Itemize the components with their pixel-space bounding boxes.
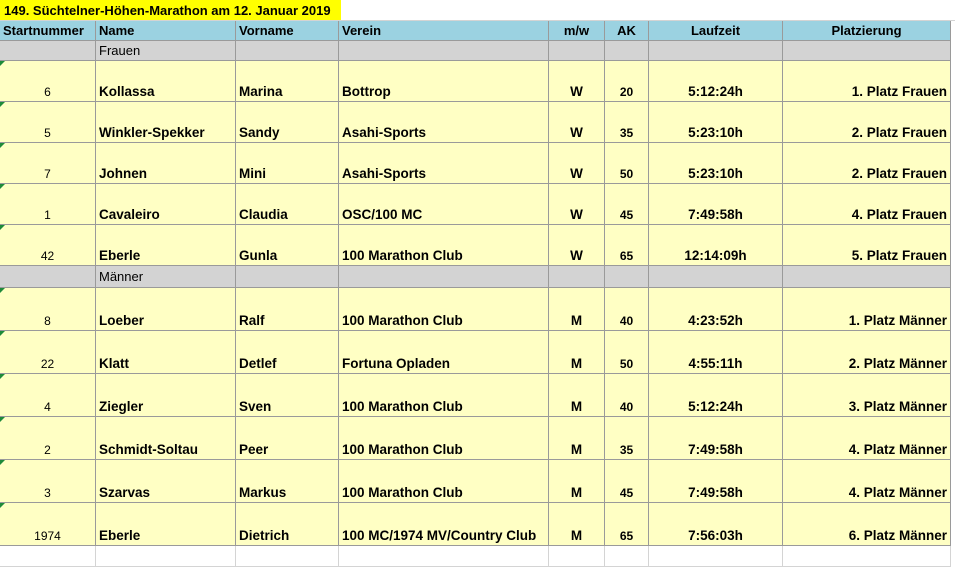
empty-cell[interactable] (236, 546, 339, 567)
empty-cell[interactable] (651, 0, 785, 21)
ak-cell[interactable]: 65 (605, 503, 649, 546)
group-cell[interactable] (605, 266, 649, 288)
mw-cell[interactable]: M (549, 288, 605, 331)
empty-cell[interactable] (785, 0, 955, 21)
mw-cell[interactable]: M (549, 331, 605, 374)
ak-cell[interactable]: 40 (605, 374, 649, 417)
laufzeit-cell[interactable]: 12:14:09h (649, 225, 783, 266)
empty-cell[interactable] (607, 0, 651, 21)
table-row (0, 184, 955, 225)
mw-cell[interactable]: M (549, 460, 605, 503)
startnummer-cell[interactable]: 4 (0, 374, 96, 417)
verein-cell[interactable]: 100 Marathon Club (339, 417, 549, 460)
platzierung-cell[interactable]: 3. Platz Männer (783, 374, 951, 417)
verein-cell[interactable]: Fortuna Opladen (339, 331, 549, 374)
ak-cell[interactable]: 45 (605, 184, 649, 225)
platzierung-cell[interactable]: 1. Platz Männer (783, 288, 951, 331)
empty-cell[interactable] (341, 0, 551, 21)
laufzeit-cell[interactable]: 5:23:10h (649, 143, 783, 184)
table-row (0, 143, 955, 184)
laufzeit-cell[interactable]: 7:49:58h (649, 184, 783, 225)
laufzeit-cell[interactable]: 5:12:24h (649, 61, 783, 102)
mw-cell[interactable]: M (549, 374, 605, 417)
vorname-cell[interactable]: Markus (236, 460, 339, 503)
verein-cell[interactable]: 100 Marathon Club (339, 225, 549, 266)
ak-cell[interactable]: 50 (605, 143, 649, 184)
laufzeit-cell[interactable]: 4:55:11h (649, 331, 783, 374)
ak-cell[interactable]: 45 (605, 460, 649, 503)
table-row (0, 225, 955, 266)
table-row (0, 503, 955, 546)
verein-cell[interactable]: 100 Marathon Club (339, 374, 549, 417)
platzierung-cell[interactable]: 4. Platz Frauen (783, 184, 951, 225)
startnummer-cell[interactable]: 42 (0, 225, 96, 266)
name-cell[interactable]: Cavaleiro (96, 184, 236, 225)
col-header-ak[interactable]: AK (605, 21, 649, 41)
startnummer-cell[interactable]: 8 (0, 288, 96, 331)
laufzeit-cell[interactable]: 5:23:10h (649, 102, 783, 143)
table-row (0, 374, 955, 417)
table-row (0, 460, 955, 503)
ak-cell[interactable]: 40 (605, 288, 649, 331)
verein-cell[interactable]: Asahi-Sports (339, 143, 549, 184)
startnummer-cell[interactable]: 22 (0, 331, 96, 374)
startnummer-cell[interactable]: 1974 (0, 503, 96, 546)
verein-cell[interactable]: Asahi-Sports (339, 102, 549, 143)
group-cell[interactable] (549, 266, 605, 288)
vorname-cell[interactable]: Marina (236, 61, 339, 102)
name-cell[interactable]: Schmidt-Soltau (96, 417, 236, 460)
empty-cell[interactable] (649, 546, 783, 567)
group-label-frauen[interactable]: Frauen (96, 41, 236, 61)
platzierung-cell[interactable]: 2. Platz Frauen (783, 102, 951, 143)
verein-cell[interactable]: Bottrop (339, 61, 549, 102)
laufzeit-cell[interactable]: 7:56:03h (649, 503, 783, 546)
mw-cell[interactable]: W (549, 61, 605, 102)
ak-cell[interactable]: 35 (605, 102, 649, 143)
table-row (0, 61, 955, 102)
col-header-laufzeit[interactable]: Laufzeit (649, 21, 783, 41)
header-row (0, 21, 955, 41)
empty-cell[interactable] (0, 546, 96, 567)
name-cell[interactable]: Szarvas (96, 460, 236, 503)
empty-cell[interactable] (96, 546, 236, 567)
vorname-cell[interactable]: Dietrich (236, 503, 339, 546)
vorname-cell[interactable]: Claudia (236, 184, 339, 225)
empty-cell[interactable] (339, 546, 549, 567)
laufzeit-cell[interactable]: 4:23:52h (649, 288, 783, 331)
ak-cell[interactable]: 35 (605, 417, 649, 460)
col-header-mw[interactable]: m/w (549, 21, 605, 41)
group-cell[interactable] (339, 41, 549, 61)
name-cell[interactable]: Klatt (96, 331, 236, 374)
startnummer-cell[interactable]: 1 (0, 184, 96, 225)
group-cell[interactable] (783, 266, 951, 288)
group-cell[interactable] (649, 266, 783, 288)
vorname-cell[interactable]: Sven (236, 374, 339, 417)
startnummer-cell[interactable]: 7 (0, 143, 96, 184)
platzierung-cell[interactable]: 4. Platz Männer (783, 460, 951, 503)
laufzeit-cell[interactable]: 7:49:58h (649, 460, 783, 503)
col-header-platzierung[interactable]: Platzierung (783, 21, 951, 41)
vorname-cell[interactable]: Detlef (236, 331, 339, 374)
name-cell[interactable]: Ziegler (96, 374, 236, 417)
group-cell[interactable] (236, 266, 339, 288)
startnummer-cell[interactable]: 2 (0, 417, 96, 460)
verein-cell[interactable]: 100 Marathon Club (339, 288, 549, 331)
empty-cell[interactable] (549, 546, 605, 567)
col-header-name[interactable]: Name (96, 21, 236, 41)
vorname-cell[interactable]: Peer (236, 417, 339, 460)
vorname-cell[interactable]: Sandy (236, 102, 339, 143)
title-row (0, 0, 955, 21)
col-header-verein[interactable]: Verein (339, 21, 549, 41)
platzierung-cell[interactable]: 1. Platz Frauen (783, 61, 951, 102)
startnummer-cell[interactable]: 6 (0, 61, 96, 102)
ak-cell[interactable]: 65 (605, 225, 649, 266)
table-row (0, 417, 955, 460)
mw-cell[interactable]: W (549, 102, 605, 143)
startnummer-cell[interactable]: 5 (0, 102, 96, 143)
col-header-vorname[interactable]: Vorname (236, 21, 339, 41)
group-row-frauen (0, 41, 955, 61)
empty-cell[interactable] (605, 546, 649, 567)
platzierung-cell[interactable]: 4. Platz Männer (783, 417, 951, 460)
mw-cell[interactable]: W (549, 225, 605, 266)
ak-cell[interactable]: 50 (605, 331, 649, 374)
name-cell[interactable]: Kollassa (96, 61, 236, 102)
vorname-cell[interactable]: Ralf (236, 288, 339, 331)
verein-cell[interactable]: 100 Marathon Club (339, 460, 549, 503)
name-cell[interactable]: Winkler-Spekker (96, 102, 236, 143)
group-cell[interactable] (549, 41, 605, 61)
group-label-maenner[interactable]: Männer (96, 266, 236, 288)
empty-cell[interactable] (551, 0, 607, 21)
group-cell[interactable] (236, 41, 339, 61)
table-row (0, 102, 955, 143)
group-row-maenner (0, 266, 955, 288)
name-cell[interactable]: Eberle (96, 225, 236, 266)
name-cell[interactable]: Loeber (96, 288, 236, 331)
mw-cell[interactable]: M (549, 417, 605, 460)
mw-cell[interactable]: W (549, 143, 605, 184)
platzierung-cell[interactable]: 5. Platz Frauen (783, 225, 951, 266)
mw-cell[interactable]: W (549, 184, 605, 225)
col-header-startnummer[interactable]: Startnummer (0, 21, 96, 41)
empty-cell[interactable] (783, 546, 951, 567)
table-row (0, 288, 955, 331)
name-cell[interactable]: Johnen (96, 143, 236, 184)
mw-cell[interactable]: M (549, 503, 605, 546)
name-cell[interactable]: Eberle (96, 503, 236, 546)
empty-row (0, 546, 955, 567)
verein-cell[interactable]: OSC/100 MC (339, 184, 549, 225)
startnummer-cell[interactable]: 3 (0, 460, 96, 503)
laufzeit-cell[interactable]: 5:12:24h (649, 374, 783, 417)
group-cell[interactable] (0, 41, 96, 61)
ak-cell[interactable]: 20 (605, 61, 649, 102)
group-cell[interactable] (783, 41, 951, 61)
vorname-cell[interactable]: Gunla (236, 225, 339, 266)
table-row (0, 331, 955, 374)
laufzeit-cell[interactable]: 7:49:58h (649, 417, 783, 460)
group-cell[interactable] (649, 41, 783, 61)
platzierung-cell[interactable]: 6. Platz Männer (783, 503, 951, 546)
group-cell[interactable] (605, 41, 649, 61)
platzierung-cell[interactable]: 2. Platz Männer (783, 331, 951, 374)
group-cell[interactable] (339, 266, 549, 288)
platzierung-cell[interactable]: 2. Platz Frauen (783, 143, 951, 184)
sheet-title-cell[interactable]: 149. Süchtelner-Höhen-Marathon am 12. Januar 2019 (0, 0, 341, 21)
verein-cell[interactable]: 100 MC/1974 MV/Country Club (339, 503, 549, 546)
group-cell[interactable] (0, 266, 96, 288)
vorname-cell[interactable]: Mini (236, 143, 339, 184)
